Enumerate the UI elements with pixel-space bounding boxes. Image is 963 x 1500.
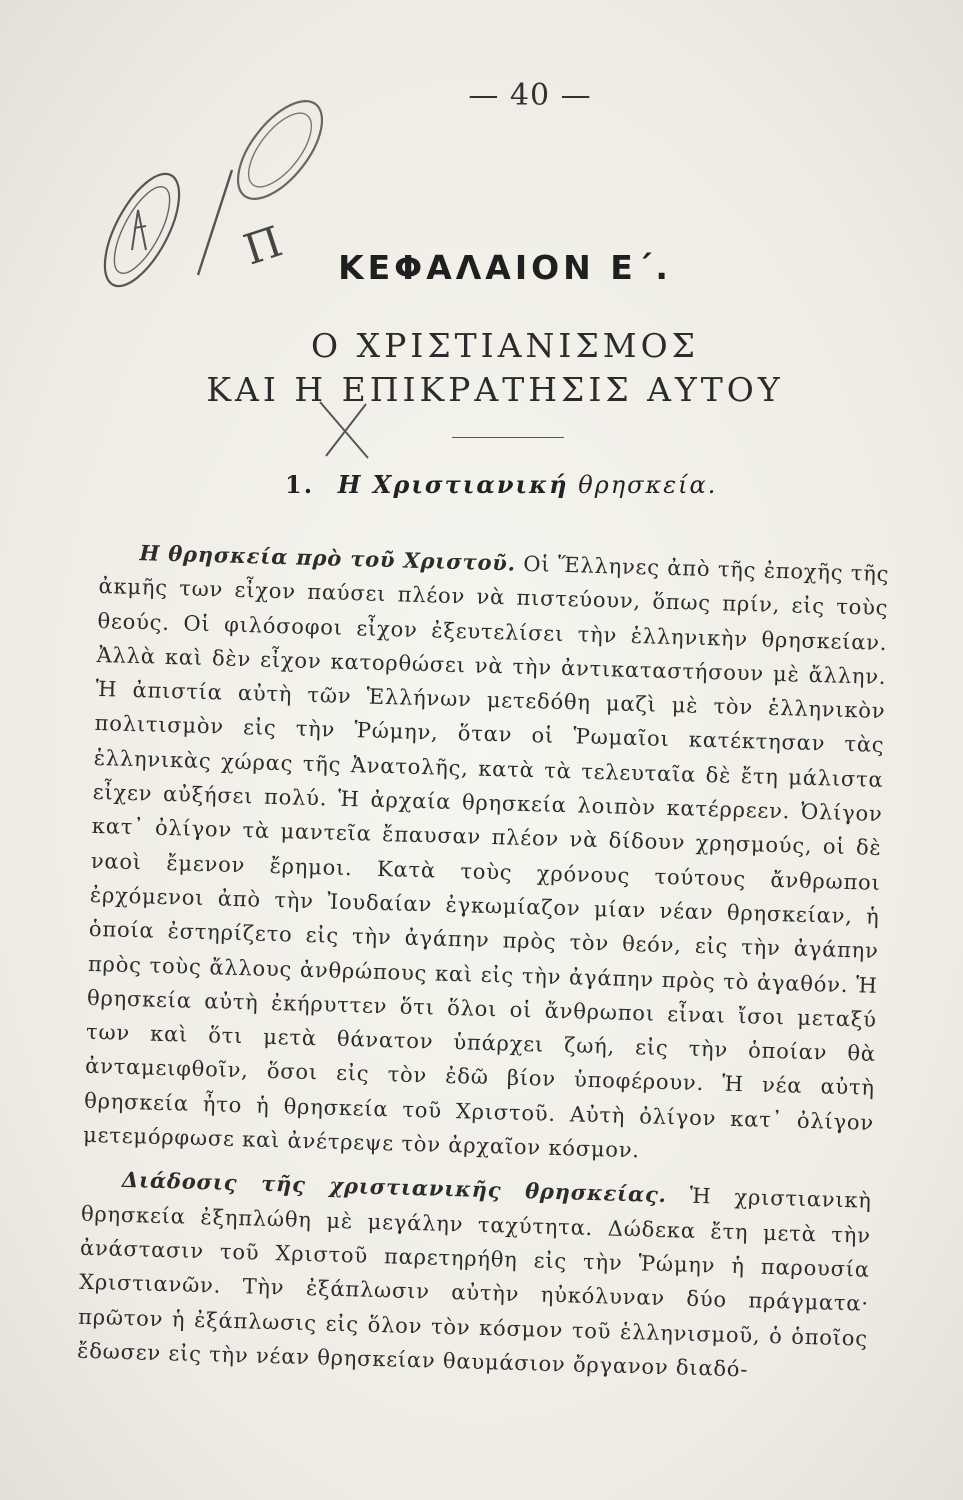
paragraph-1-lead: Η θρησκεία πρὸ τοῦ Χριστοῦ.: [139, 540, 517, 576]
pencil-x-mark: [316, 400, 376, 460]
svg-text:Π: Π: [237, 216, 288, 275]
paragraph-1: [83, 535, 890, 1174]
paragraph-1-text: Οἱ Ἕλληνες ἀπὸ τῆς ἐποχῆς τῆς ἀκμῆς των εἶχον παύσει πλέον νὰ πιστεύουν, ὅπως πρίν, εἰς τοὺς θεούς. Οἱ φιλόσοφοι εἶχον ἐξευτελίσει τὴν ἑλληνικὴν θρησκείαν. Ἀλλὰ καὶ δὲν εἶχον κατορθώσει νὰ τὴν ἀντικαταστήσουν μὲ ἄλλην. Ἡ ἀπιστία αὐτὴ τῶν Ἑλλήνων μετεδόθη μαζὶ μὲ τὸν ἑλληνικὸν πολιτισμὸν εἰς τὴν Ῥώμην, ὅταν οἱ Ῥωμαῖοι κατέκτησαν τὰς ἑλληνικὰς χώρας τῆς Ἀνατολῆς, κατὰ τὰ τελευταῖα δὲ ἔτη μάλιστα εἶχεν αὐξήσει πολύ. Ἡ ἀρχαία θρησκεία λοιπὸν κατέρρεεν. Ὀλίγον κατ᾽ ὀλίγον τὰ μαντεῖα ἔπαυσαν πλέον νὰ δίδουν χρησμούς, οἱ δὲ ναοὶ ἔμενον ἔρημοι. Κατὰ τοὺς χρόνους τούτους ἄνθρωποι ἐρχόμενοι ἀπὸ τὴν Ἰουδαίαν ἐγκωμίαζον μίαν νέαν θρησκείαν, ἡ ὁποία ἐστηρίζετο εἰς τὴν ἀγάπην πρὸς τὸν θεόν, εἰς τὴν ἀγάπην πρὸς τοὺς ἄλλους ἀνθρώπους καὶ εἰς τὴν ἀγάπην πρὸς τὸ ἀγαθόν. Ἡ θρησκεία αὐτὴ ἐκήρυττεν ὅτι ὅλοι οἱ ἄνθρωποι εἶναι ἴσοι μεταξύ των καὶ ὅτι μετὰ θάνατον ὑπάρχει ζωή, εἰς τὴν ὁποίαν θὰ ἀνταμειφθοῖν, ὅσοι εἰς τὸν ἐδῶ βίον ὑποφέρουν. Ἡ νέα αὐτὴ θρησκεία ἦτο ἡ θρησκεία τοῦ Χριστοῦ. Αὐτὴ ὀλίγον κατ᾽ ὀλίγον μετεμόρφωσε καὶ ἀνέτρεψε τὸν ἀρχαῖον κόσμον.: [82, 551, 890, 1163]
body-text: [77, 535, 890, 1390]
title-divider: [452, 437, 564, 438]
paragraph-2: [77, 1162, 872, 1390]
paragraph-2-lead: Διάδοσις τῆς χριστιανικῆς θρησκείας.: [121, 1167, 668, 1208]
section-title-bold: Η Χριστιανική: [337, 470, 569, 499]
section-number: 1.: [285, 470, 315, 499]
chapter-title-line-2: ΚΑΙ Η ΕΠΙΚΡΑΤΗΣΙΣ ΑΥΤΟΥ: [206, 370, 784, 409]
chapter-title-line-1: Ο ΧΡΙΣΤΙΑΝΙΣΜΟΣ: [311, 326, 699, 365]
section-title-rest: θρησκεία.: [578, 471, 718, 499]
section-heading: [285, 470, 717, 499]
page-number: — 40 —: [468, 78, 592, 113]
paragraph-2-text: Ἡ χριστιανικὴ θρησκεία ἐξηπλώθη μὲ μεγάλην ταχύτητα. Δώδεκα ἔτη μετὰ τὴν ἀνάστασιν τοῦ Χριστοῦ παρετηρήθη εἰς τὴν Ῥώμην ἡ παρουσία Χριστιανῶν. Τὴν ἐξάπλωσιν αὐτὴν ηὐκόλυναν δύο πράγματα· πρῶτον ἡ ἐξάπλωσις εἰς ὅλον τὸν κόσμον τοῦ ἑλληνισμοῦ, ὁ ὁποῖος ἔδωσεν εἰς τὴν νέαν θρησκείαν θαυμάσιον ὄργανον διαδό-: [76, 1184, 873, 1382]
chapter-label: ΚΕΦΑΛΑΙΟΝ Ε΄.: [338, 248, 672, 287]
